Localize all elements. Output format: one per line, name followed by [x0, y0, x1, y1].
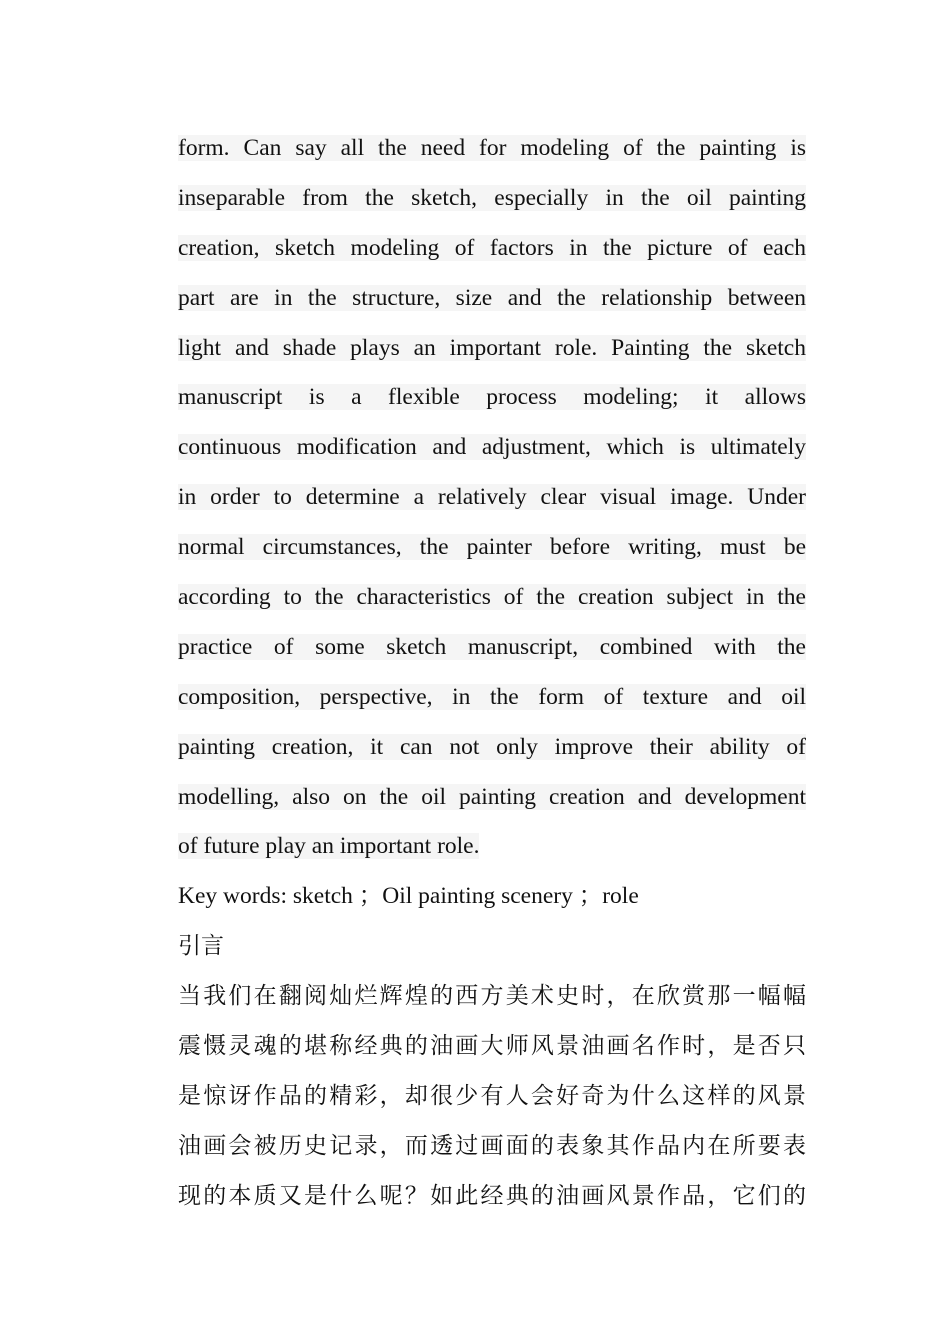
keywords-line: Key words: sketch ；Oil painting scenery ；role	[178, 883, 639, 910]
abstract-line: practice of some sketch manuscript, combined with the	[178, 633, 806, 660]
abstract-line: normal circumstances, the painter before writing, must be	[178, 534, 806, 561]
intro-line: 当我们在翻阅灿烂辉煌的西方美术史时，在欣赏那一幅幅	[178, 983, 806, 1010]
intro-line: 现的本质又是什么呢？如此经典的油画风景作品，它们的	[178, 1182, 806, 1209]
intro-line: 油画会被历史记录，而透过画面的表象其作品内在所要表	[178, 1132, 806, 1159]
abstract-line: light and shade plays an important role. Painting the sketch	[178, 334, 806, 361]
text-body	[178, 124, 806, 1222]
intro-line: 震慑灵魂的堪称经典的油画大师风景油画名作时，是否只	[178, 1033, 806, 1060]
abstract-line: of future play an important role.	[178, 833, 480, 860]
abstract-line: form. Can say all the need for modeling of the painting is	[178, 135, 806, 161]
abstract-line: composition, perspective, in the form of texture and oil	[178, 683, 806, 710]
abstract-line: modelling, also on the oil painting creation and development	[178, 783, 806, 810]
abstract-line: part are in the structure, size and the relationship between	[178, 284, 806, 311]
intro-line: 是惊讶作品的精彩，却很少有人会好奇为什么这样的风景	[178, 1082, 806, 1109]
abstract-line: creation, sketch modeling of factors in the picture of each	[178, 234, 806, 261]
abstract-line: inseparable from the sketch, especially in the oil painting	[178, 184, 806, 211]
abstract-line: continuous modification and adjustment, which is ultimately	[178, 434, 806, 461]
abstract-line: painting creation, it can not only improve their ability of	[178, 733, 806, 760]
section-heading: 引言	[178, 933, 224, 960]
abstract-line: manuscript is a flexible process modeling; it allows	[178, 384, 806, 411]
abstract-line: according to the characteristics of the creation subject in the	[178, 584, 806, 611]
abstract-line: in order to determine a relatively clear visual image. Under	[178, 484, 806, 511]
